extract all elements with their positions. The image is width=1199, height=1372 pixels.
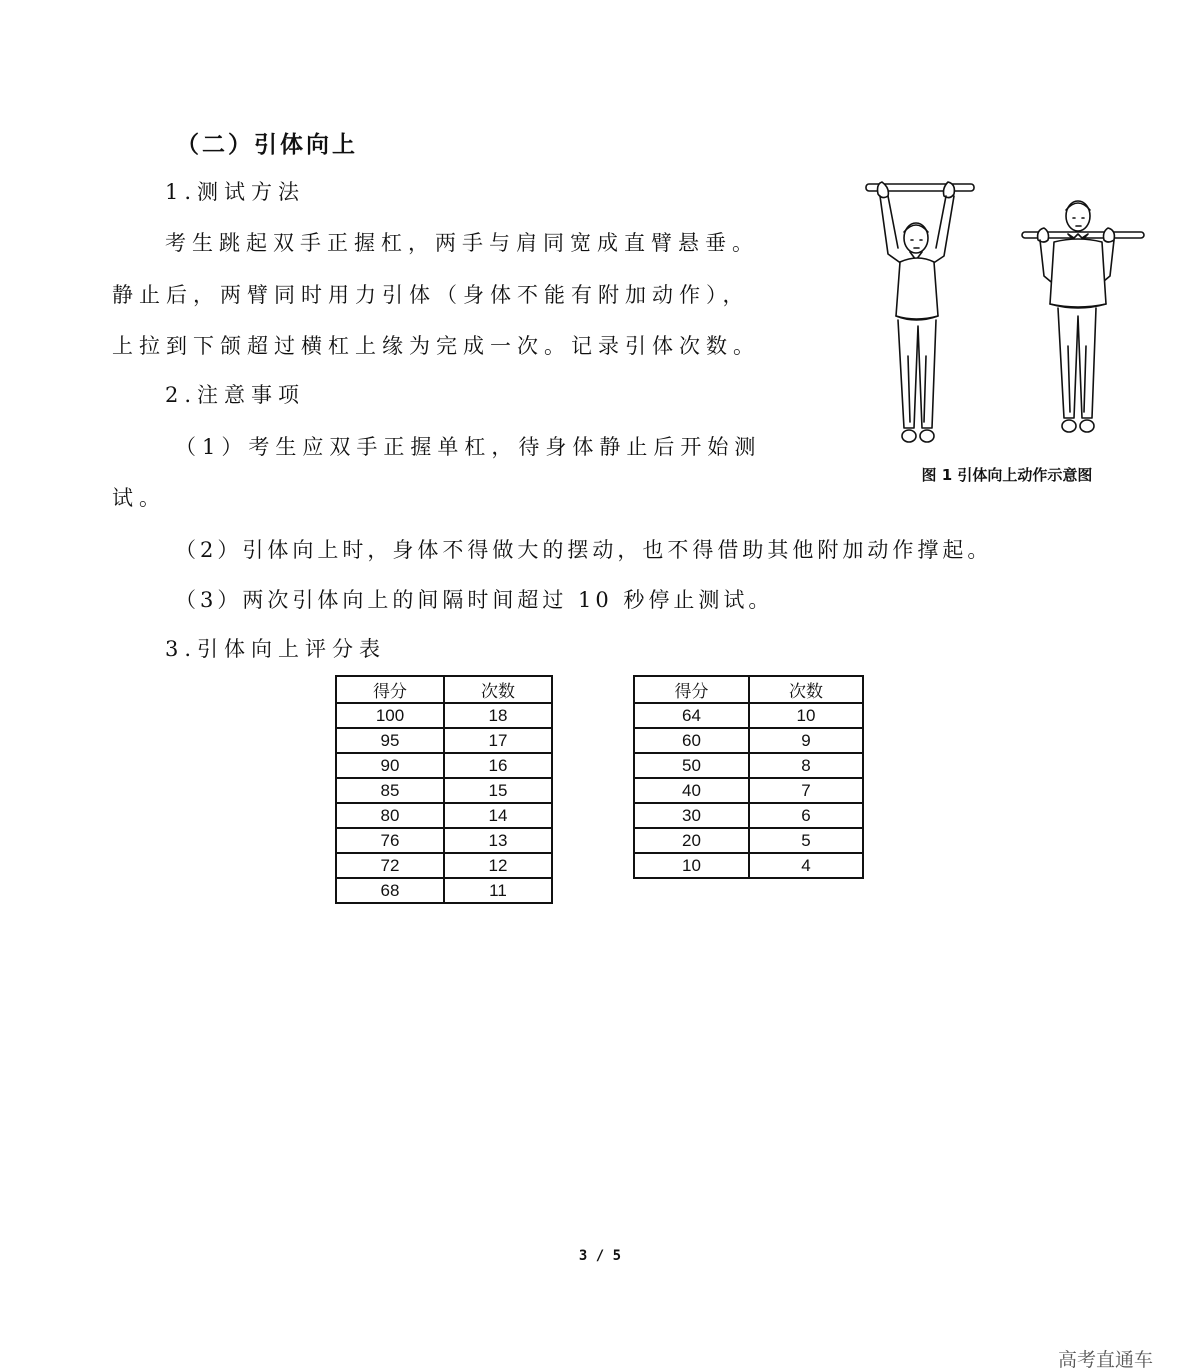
test-method-line-2: 静止后，两臂同时用力引体（身体不能有附加动作），: [112, 283, 750, 307]
table-row: [634, 778, 863, 803]
score-cell: 68: [336, 878, 444, 903]
count-cell: 9: [749, 728, 863, 753]
score-cell: 40: [634, 778, 749, 803]
note-item-1-cont: 试。: [112, 486, 166, 510]
score-cell: 76: [336, 828, 444, 853]
column-header-count: 次数: [749, 676, 863, 703]
count-cell: 16: [444, 753, 552, 778]
count-cell: 8: [749, 753, 863, 778]
page-number: 3 / 5: [578, 1248, 622, 1264]
table-row: [634, 728, 863, 753]
score-cell: 85: [336, 778, 444, 803]
test-method-line-3: 上拉到下颌超过横杠上缘为完成一次。记录引体次数。: [112, 334, 760, 358]
table-row: [634, 828, 863, 853]
section-title: （二）引体向上: [176, 132, 358, 158]
table-row: [336, 728, 552, 753]
count-cell: 4: [749, 853, 863, 878]
table-header-row: [336, 676, 552, 703]
count-cell: 6: [749, 803, 863, 828]
score-cell: 30: [634, 803, 749, 828]
watermark: 高考直通车: [1058, 1349, 1154, 1371]
hanging-figure: [866, 182, 974, 442]
note-item-1: （1）考生应双手正握单杠，待身体静止后开始测: [175, 435, 762, 459]
table-row: [634, 803, 863, 828]
score-cell: 60: [634, 728, 749, 753]
column-header-score: 得分: [336, 676, 444, 703]
score-cell: 72: [336, 853, 444, 878]
score-cell: 95: [336, 728, 444, 753]
figure-caption: 图 1 引体向上动作示意图: [921, 466, 1093, 484]
column-header-score: 得分: [634, 676, 749, 703]
table-header-row: [634, 676, 863, 703]
test-method-heading: 1.测试方法: [165, 180, 306, 204]
score-cell: 100: [336, 703, 444, 728]
score-cell: 90: [336, 753, 444, 778]
notes-heading: 2.注意事项: [165, 383, 306, 407]
count-cell: 11: [444, 878, 552, 903]
score-cell: 10: [634, 853, 749, 878]
note-item-3: （3）两次引体向上的间隔时间超过 10 秒停止测试。: [175, 588, 774, 612]
count-cell: 18: [444, 703, 552, 728]
table-row: [634, 853, 863, 878]
table-row: [634, 703, 863, 728]
table-row: [336, 703, 552, 728]
count-cell: 13: [444, 828, 552, 853]
table-row: [336, 753, 552, 778]
score-cell: 50: [634, 753, 749, 778]
table-row: [336, 828, 552, 853]
score-cell: 64: [634, 703, 749, 728]
count-cell: 5: [749, 828, 863, 853]
table-row: [336, 878, 552, 903]
table-row: [336, 778, 552, 803]
count-cell: 10: [749, 703, 863, 728]
chin-over-bar-figure: [1022, 201, 1144, 432]
table-row: [336, 803, 552, 828]
count-cell: 7: [749, 778, 863, 803]
score-table-left: [335, 675, 553, 904]
count-cell: 15: [444, 778, 552, 803]
score-table-right: [633, 675, 864, 879]
test-method-line-1: 考生跳起双手正握杠，两手与肩同宽成直臂悬垂。: [165, 231, 759, 255]
column-header-count: 次数: [444, 676, 552, 703]
table-row: [336, 853, 552, 878]
score-cell: 20: [634, 828, 749, 853]
score-table-heading: 3.引体向上评分表: [165, 637, 387, 661]
note-item-2: （2）引体向上时，身体不得做大的摆动，也不得借助其他附加动作撑起。: [175, 538, 993, 562]
count-cell: 12: [444, 853, 552, 878]
pull-up-illustration: [864, 176, 1150, 461]
count-cell: 14: [444, 803, 552, 828]
count-cell: 17: [444, 728, 552, 753]
score-cell: 80: [336, 803, 444, 828]
table-row: [634, 753, 863, 778]
